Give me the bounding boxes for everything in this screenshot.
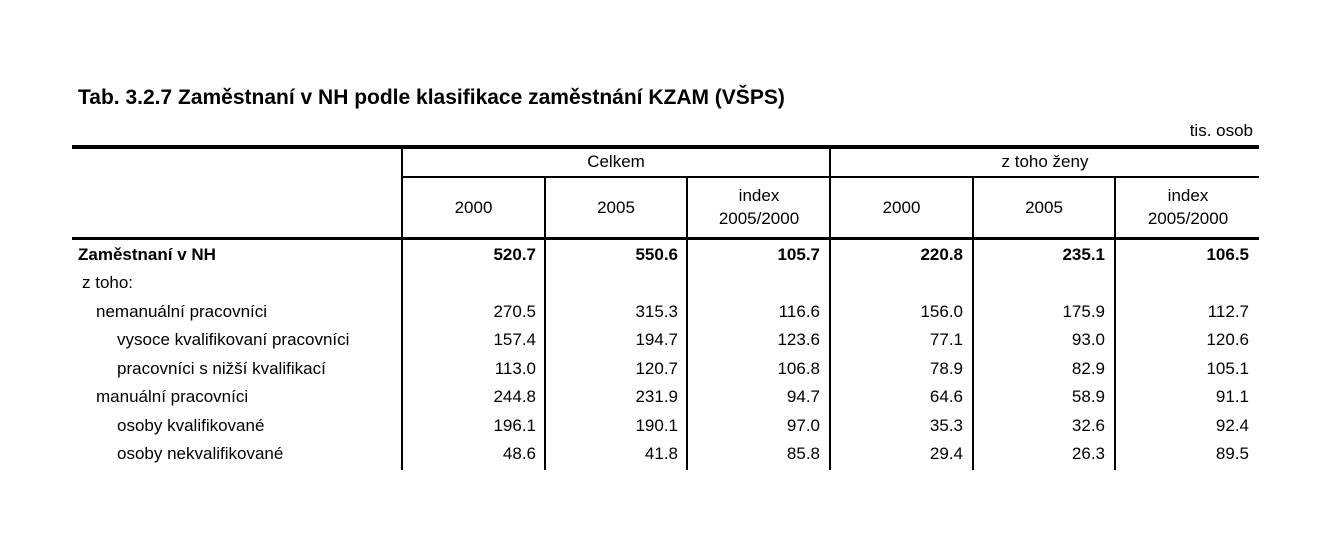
- table-row: [72, 384, 1259, 412]
- cell-value: 29.4: [929, 444, 963, 463]
- top-rule: [72, 145, 1259, 149]
- cell-value: 157.4: [493, 330, 536, 349]
- table-row: [72, 299, 1259, 327]
- cell-value: 105.1: [1206, 359, 1249, 378]
- cell-value: 175.9: [1062, 302, 1105, 321]
- col-header-index: index 2005/2000: [718, 186, 800, 228]
- row-label: z toho:: [82, 273, 134, 292]
- cell-value: 156.0: [920, 302, 963, 321]
- cell-value: 32.6: [1071, 416, 1105, 435]
- col-header-2000: 2000: [454, 197, 493, 217]
- row-label: osoby nekvalifikované: [117, 444, 284, 463]
- cell-value: 194.7: [635, 330, 678, 349]
- cell-value: 93.0: [1071, 330, 1105, 349]
- row-label: pracovníci s nižší kvalifikací: [117, 359, 326, 378]
- group-header-total: Celkem: [587, 152, 645, 171]
- cell-value: 94.7: [786, 387, 820, 406]
- cell-value: 77.1: [929, 330, 963, 349]
- cell-value: 64.6: [929, 387, 963, 406]
- table-row: [72, 441, 1259, 469]
- cell-value: 48.6: [502, 444, 536, 463]
- col-header-2005: 2005: [597, 197, 635, 217]
- cell-value: 196.1: [493, 416, 536, 435]
- cell-value: 315.3: [635, 302, 678, 321]
- table-row: [72, 270, 1259, 298]
- cell-value: 235.1: [1062, 245, 1105, 264]
- cell-value: 41.8: [644, 444, 678, 463]
- cell-value: 244.8: [493, 387, 536, 406]
- row-label: nemanuální pracovníci: [96, 302, 268, 321]
- row-label: Zaměstnaní v NH: [78, 245, 216, 264]
- table-row: [72, 413, 1259, 441]
- cell-value: 58.9: [1071, 387, 1105, 406]
- cell-value: 520.7: [493, 245, 536, 264]
- header-bottom-rule: [72, 237, 1259, 240]
- cell-value: 270.5: [493, 302, 536, 321]
- group-header-women: z toho ženy: [1001, 152, 1089, 171]
- col-header-2005-women: 2005: [1025, 197, 1063, 217]
- cell-value: 120.6: [1206, 330, 1249, 349]
- table-row: [72, 327, 1259, 355]
- cell-value: 89.5: [1215, 444, 1249, 463]
- cell-value: 106.5: [1206, 245, 1249, 264]
- row-label: osoby kvalifikované: [117, 416, 265, 435]
- cell-value: 92.4: [1215, 416, 1249, 435]
- cell-value: 106.8: [777, 359, 820, 378]
- unit-label: tis. osob: [1189, 121, 1253, 140]
- row-label: manuální pracovníci: [96, 387, 249, 406]
- cell-value: 91.1: [1215, 387, 1249, 406]
- cell-value: 190.1: [635, 416, 678, 435]
- cell-value: 105.7: [777, 245, 820, 264]
- cell-value: 113.0: [494, 359, 536, 378]
- cell-value: 120.7: [635, 359, 678, 378]
- cell-value: 97.0: [786, 416, 820, 435]
- cell-value: 231.9: [635, 387, 678, 406]
- cell-value: 26.3: [1071, 444, 1105, 463]
- row-label: vysoce kvalifikovaní pracovníci: [117, 330, 350, 349]
- cell-value: 116.6: [778, 302, 820, 321]
- cell-value: 85.8: [786, 444, 820, 463]
- table-title: Tab. 3.2.7 Zaměstnaní v NH podle klasifikace zaměstnání KZAM (VŠPS): [78, 86, 785, 109]
- col-header-2000-women: 2000: [882, 197, 921, 217]
- table-row: [72, 242, 1259, 270]
- cell-value: 82.9: [1071, 359, 1105, 378]
- cell-value: 78.9: [929, 359, 963, 378]
- col-header-index-women: index 2005/2000: [1147, 186, 1229, 228]
- cell-value: 112.7: [1207, 302, 1249, 321]
- cell-value: 550.6: [635, 245, 678, 264]
- cell-value: 220.8: [920, 245, 963, 264]
- cell-value: 123.6: [777, 330, 820, 349]
- table-row: [72, 356, 1259, 384]
- cell-value: 35.3: [929, 416, 963, 435]
